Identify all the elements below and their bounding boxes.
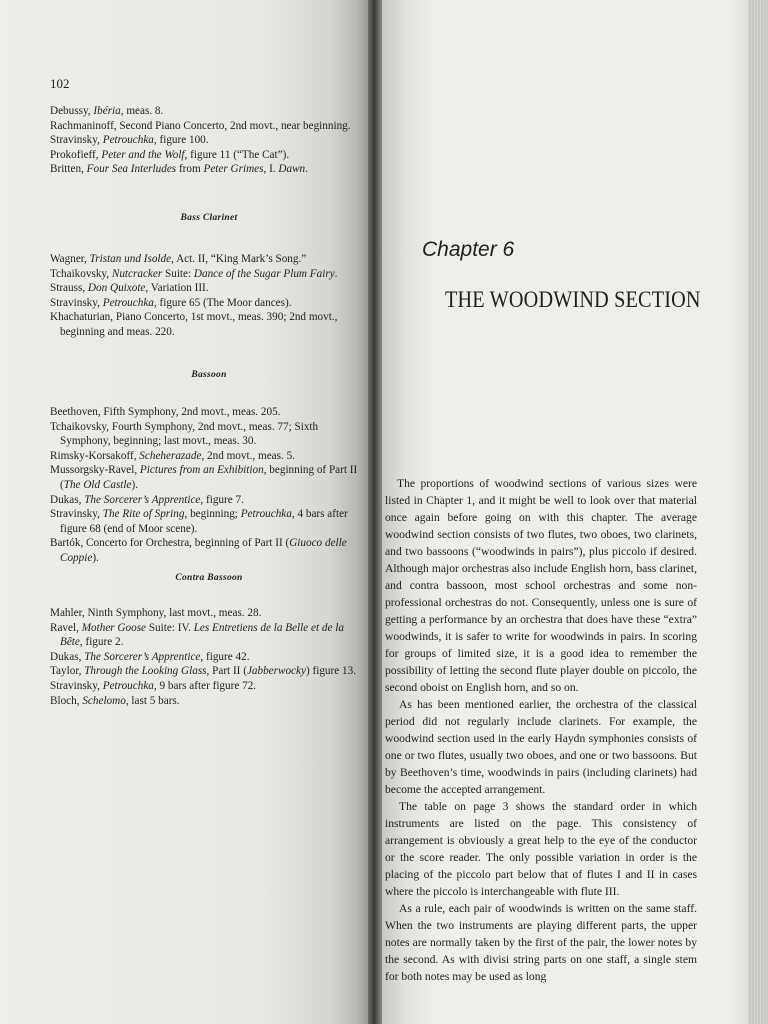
reference-entry: Strauss, Don Quixote, Variation III. bbox=[50, 282, 209, 295]
page-number: 102 bbox=[50, 76, 70, 91]
reference-entry: Wagner, Tristan und Isolde, Act. II, “King Mark’s Song.” bbox=[50, 253, 307, 265]
paragraph: The table on page 3 shows the standard order in which instruments are listed on the page. This consistency of arrangement is obviously a great help to the eye of the conductor or the score reader. The only possible variation in order is the placing of the piccolo part below that of flutes I and II in cases where the piccolo is interchangeable with flute III. bbox=[385, 800, 697, 898]
reference-entry: Stravinsky, Petrouchka, figure 65 (The Moor dances). bbox=[50, 296, 292, 309]
reference-entry: Beethoven, Fifth Symphony, 2nd movt., meas. 205. bbox=[50, 406, 281, 418]
chapter-body bbox=[385, 475, 697, 985]
reference-entry: Taylor, Through the Looking Glass, Part II (Jabberwocky) figure 13. bbox=[50, 665, 356, 678]
reference-entry: Stravinsky, The Rite of Spring, beginning; Petrouchka, 4 bars after figure 68 (end of Moor scene). bbox=[50, 508, 348, 535]
section-heading-contra-bassoon: Contra Bassoon bbox=[175, 573, 243, 583]
reference-entry: Mussorgsky-Ravel, Pictures from an Exhibition, beginning of Part II (The Old Castle). bbox=[50, 464, 358, 491]
reference-entry: Dukas, The Sorcerer’s Apprentice, figure 7. bbox=[50, 493, 244, 506]
section-heading-bass-clarinet: Bass Clarinet bbox=[180, 213, 238, 223]
reference-list-bass-clarinet bbox=[50, 252, 368, 340]
reference-entry: Bloch, Schelomo, last 5 bars. bbox=[50, 694, 180, 707]
paragraph: The proportions of woodwind sections of various sizes were listed in Chapter 1, and it might be well to look over that material once again before going on with this chapter. The average woodwind section consists of two flutes, two oboes, two clarinets, and two bassoons (“woodwinds in pairs”), plus piccolo if desired. Although major orchestras also include English horn, bass clarinet, and contra bassoon, most school orchestras and some non-professional orchestras do not. Consequently, unless one is sure of getting a performance by an orchestra that does have these “extra” woodwinds, it is safer to write for woodwinds in pairs. In scoring for groups of limited size, it is a good idea to remember the possibility of letting the second flute player double on piccolo, the second oboist on English horn, and so on. bbox=[385, 477, 697, 694]
reference-entry: Dukas, The Sorcerer’s Apprentice, figure 42. bbox=[50, 650, 250, 663]
reference-entry: Mahler, Ninth Symphony, last movt., meas. 28. bbox=[50, 607, 262, 619]
reference-entry: Tchaikovsky, Fourth Symphony, 2nd movt., meas. 77; Sixth Symphony, beginning; last movt., meas. 30. bbox=[50, 420, 319, 448]
book-gutter bbox=[368, 0, 382, 1024]
reference-entry: Tchaikovsky, Nutcracker Suite: Dance of the Sugar Plum Fairy. bbox=[50, 267, 338, 280]
reference-list-contra-bassoon bbox=[50, 606, 368, 708]
reference-entry: Khachaturian, Piano Concerto, 1st movt., meas. 390; 2nd movt., beginning and meas. 220. bbox=[50, 311, 338, 338]
reference-entry: Ravel, Mother Goose Suite: IV. Les Entretiens de la Belle et de la Bête, figure 2. bbox=[50, 621, 344, 649]
reference-list-top bbox=[50, 104, 368, 177]
paragraph: As a rule, each pair of woodwinds is written on the same staff. When the two instruments are playing different parts, the upper notes are normally taken by the first of the pair, the lower notes by the second. As with divisi string parts on one staff, a single stem for both notes may be used as long bbox=[385, 902, 697, 983]
section-heading-bassoon: Bassoon bbox=[191, 370, 227, 380]
reference-entry: Bartók, Concerto for Orchestra, beginning of Part II (Giuoco delle Coppie). bbox=[50, 537, 347, 564]
reference-entry: Prokofieff, Peter and the Wolf, figure 11 (“The Cat”). bbox=[50, 148, 290, 161]
paragraph: As has been mentioned earlier, the orchestra of the classical period did not regularly include clarinets. For example, the woodwind section used in the early Haydn symphonies consists of one or two flutes, usually two oboes, and one or two bassoons. But by Beethoven’s time, woodwinds in pairs (including clarinets) had become the accepted arrangement. bbox=[385, 698, 697, 796]
reference-entry: Rimsky-Korsakoff, Scheherazade, 2nd movt., meas. 5. bbox=[50, 449, 295, 462]
reference-entry: Stravinsky, Petrouchka, 9 bars after figure 72. bbox=[50, 679, 257, 692]
reference-entry: Rachmaninoff, Second Piano Concerto, 2nd movt., near beginning. bbox=[50, 119, 351, 132]
reference-entry: Debussy, Ibéria, meas. 8. bbox=[50, 105, 164, 117]
reference-entry: Britten, Four Sea Interludes from Peter Grimes, I. Dawn. bbox=[50, 163, 308, 176]
chapter-title: THE WOODWIND SECTION bbox=[445, 287, 701, 313]
page-edge bbox=[748, 0, 768, 1024]
chapter-label: Chapter 6 bbox=[422, 238, 515, 261]
reference-list-bassoon bbox=[50, 405, 368, 566]
reference-entry: Stravinsky, Petrouchka, figure 100. bbox=[50, 134, 209, 147]
